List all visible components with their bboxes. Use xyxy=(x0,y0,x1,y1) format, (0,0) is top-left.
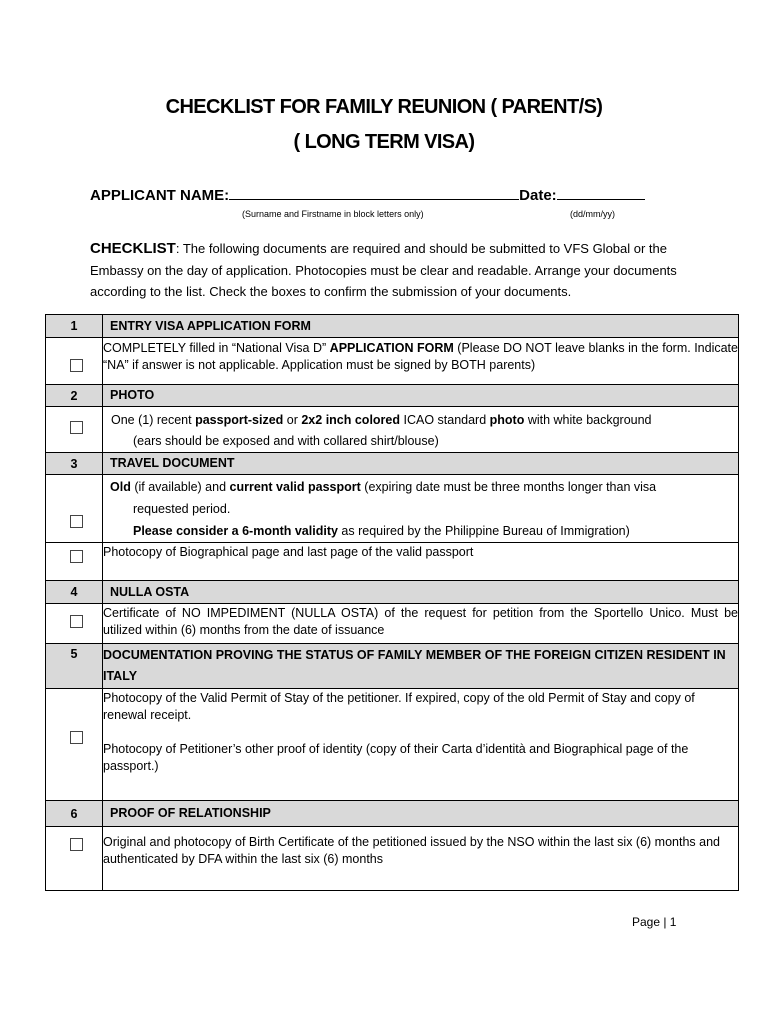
checkbox[interactable] xyxy=(70,838,83,851)
item-text: Original and photocopy of Birth Certificate of the petitioned issued by the NSO within the last six (6) months and authenticated by DFA within the last six (6) months xyxy=(103,827,739,891)
checklist-table xyxy=(45,314,739,891)
section-number: 4 xyxy=(46,581,103,604)
section-header xyxy=(46,644,739,689)
intro-lead: CHECKLIST xyxy=(90,240,176,257)
section-header xyxy=(46,453,739,475)
section-title: DOCUMENTATION PROVING THE STATUS OF FAMILY MEMBER OF THE FOREIGN CITIZEN RESIDENT IN ITALY xyxy=(103,644,739,689)
intro-text: : The following documents are required and should be submitted to VFS Global or the Embassy on the day of application. Photocopies must be clear and readable. Arrange your documents according to the list. Check the boxes to confirm the submission of your documents. xyxy=(90,241,677,299)
section-number: 3 xyxy=(46,453,103,475)
checklist-item xyxy=(46,689,739,801)
date-label: Date: xyxy=(519,187,557,204)
checklist-item xyxy=(46,604,739,644)
applicant-row xyxy=(90,185,645,204)
checklist-item xyxy=(46,543,739,581)
item-text: Certificate of NO IMPEDIMENT (NULLA OSTA) of the request for petition from the Sportello Unico. Must be utilized within (6) months from the date of issuance xyxy=(103,604,739,644)
section-number: 2 xyxy=(46,385,103,407)
checkbox[interactable] xyxy=(70,359,83,372)
date-hint: (dd/mm/yy) xyxy=(570,209,615,219)
checkbox[interactable] xyxy=(70,421,83,434)
intro-paragraph xyxy=(90,238,690,303)
checklist-item xyxy=(46,827,739,891)
item-text xyxy=(103,689,739,801)
checkbox-cell xyxy=(46,689,103,801)
applicant-name-line[interactable] xyxy=(229,185,519,200)
checklist-item xyxy=(46,338,739,385)
name-hint: (Surname and Firstname in block letters only) xyxy=(242,209,424,219)
item-text: Photocopy of Biographical page and last page of the valid passport xyxy=(103,543,739,581)
checklist-item xyxy=(46,407,739,453)
date-line[interactable] xyxy=(557,185,645,200)
checkbox[interactable] xyxy=(70,615,83,628)
section-number: 1 xyxy=(46,315,103,338)
applicant-name-label: APPLICANT NAME: xyxy=(90,187,230,204)
section-header xyxy=(46,801,739,827)
checkbox[interactable] xyxy=(70,731,83,744)
section-title: PHOTO xyxy=(103,385,739,407)
title-line-1: CHECKLIST FOR FAMILY REUNION ( PARENT/S) xyxy=(165,96,603,118)
checkbox[interactable] xyxy=(70,550,83,563)
page-footer: Page | 1 xyxy=(632,915,677,929)
checkbox-cell xyxy=(46,604,103,644)
section-title: PROOF OF RELATIONSHIP xyxy=(103,801,739,827)
section-title: NULLA OSTA xyxy=(103,581,739,604)
checkbox-cell xyxy=(46,407,103,453)
section-number: 5 xyxy=(46,644,103,689)
section-number: 6 xyxy=(46,801,103,827)
section-header xyxy=(46,581,739,604)
checkbox-cell xyxy=(46,543,103,581)
item-text-b: Photocopy of Petitioner’s other proof of identity (copy of their Carta d’identità and Biographical page of the passport.) xyxy=(103,742,689,773)
item-text: One (1) recent passport-sized or 2x2 inch colored ICAO standard photo with white background (ears should be exposed and with collared shirt/blouse) xyxy=(103,407,739,453)
section-header xyxy=(46,385,739,407)
item-text: COMPLETELY filled in “National Visa D” APPLICATION FORM (Please DO NOT leave blanks in the form. Indicate “NA” if answer is not applicable. Application must be signed by BOTH parents) xyxy=(103,338,739,385)
checkbox-cell xyxy=(46,827,103,891)
checkbox-cell xyxy=(46,338,103,385)
checkbox[interactable] xyxy=(70,515,83,528)
item-text-a: Photocopy of the Valid Permit of Stay of the petitioner. If expired, copy of the old Permit of Stay and copy of renewal receipt. xyxy=(103,691,695,722)
checkbox-cell xyxy=(46,475,103,543)
item-text: Old (if available) and current valid passport (expiring date must be three months longer than visa requested period. Please consider a 6-month validity as required by the Philippine Bureau of Immigration) xyxy=(103,475,739,543)
checklist-item xyxy=(46,475,739,543)
section-header xyxy=(46,315,739,338)
section-title: ENTRY VISA APPLICATION FORM xyxy=(103,315,739,338)
title-line-2: ( LONG TERM VISA) xyxy=(293,131,475,153)
section-title: TRAVEL DOCUMENT xyxy=(103,453,739,475)
